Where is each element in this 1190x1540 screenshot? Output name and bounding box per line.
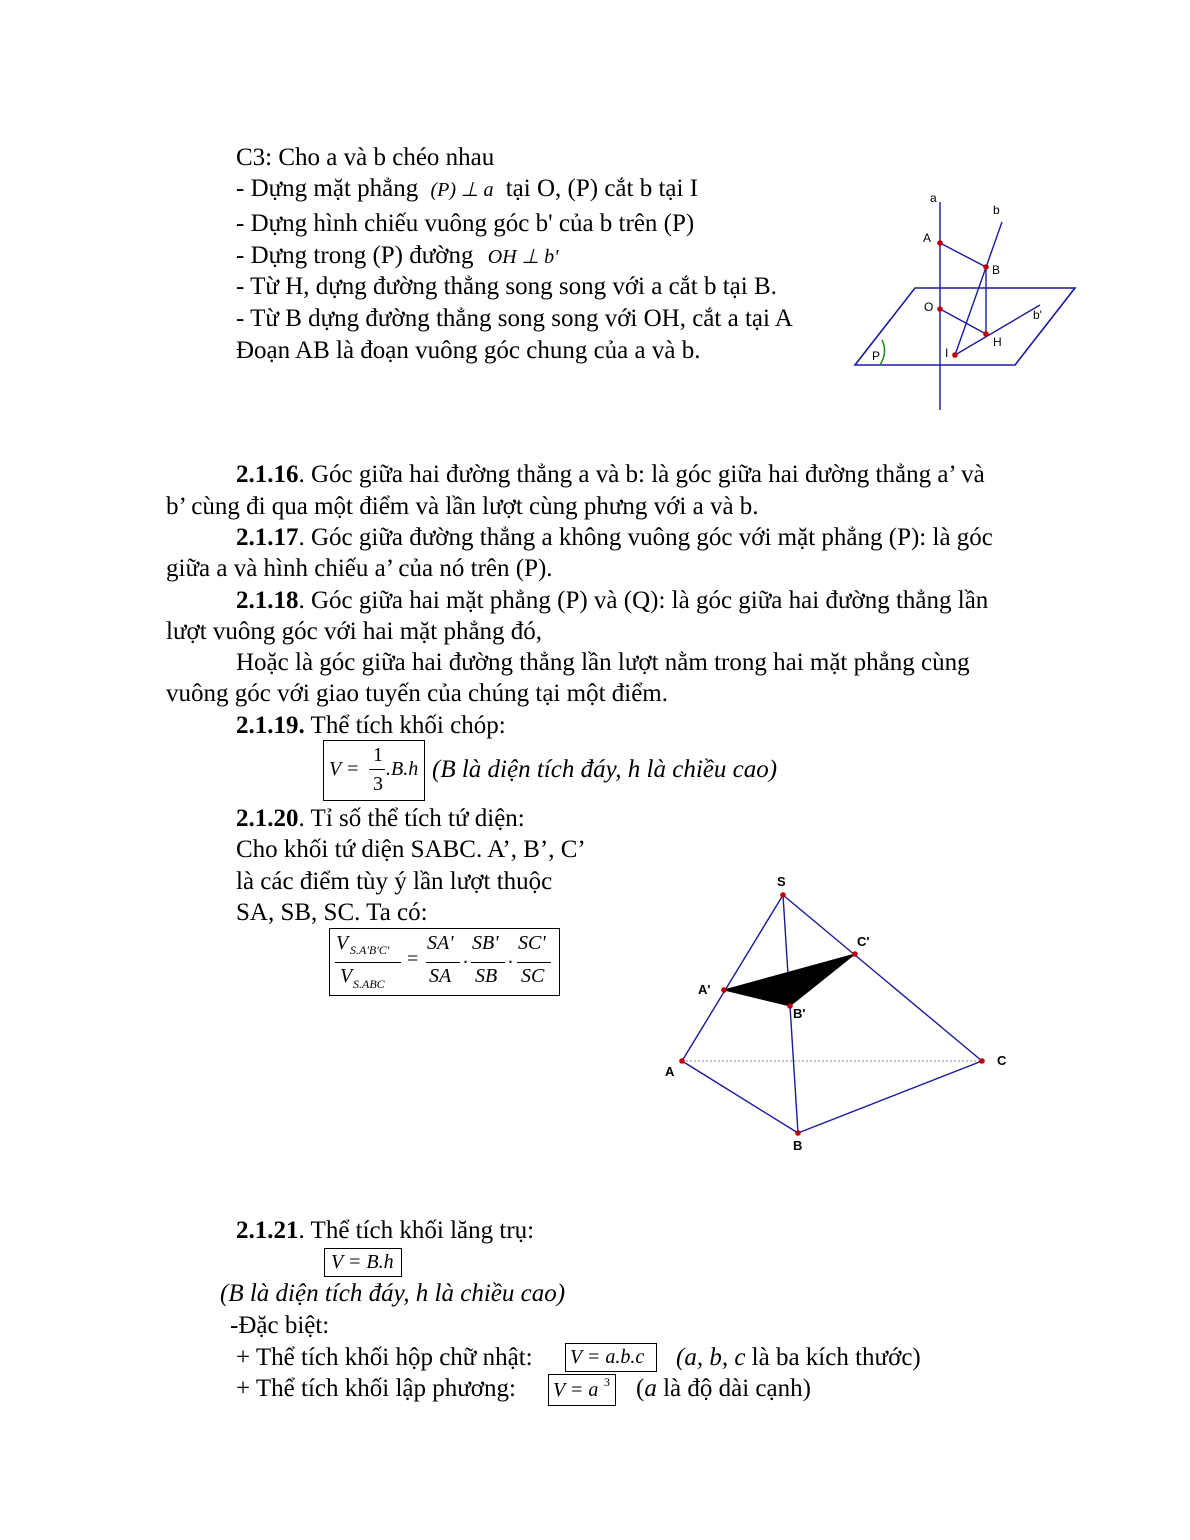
box-formula-text: V = a.b.c: [570, 1346, 645, 1368]
point-i: [952, 352, 958, 358]
section-2-1-20-number: 2.1.20: [236, 805, 299, 832]
section-2-1-21: [236, 1216, 534, 1246]
section-2-1-16-cont: b’ cùng đi qua một điểm và lần lượt cùng phưng với a và b.: [166, 493, 759, 520]
fraction-bar: [369, 769, 385, 770]
label-c: C: [997, 1053, 1007, 1068]
c3-step-3: [236, 241, 558, 272]
ratio-n2: SB': [472, 932, 499, 954]
box-volume-note: [676, 1343, 921, 1373]
point-c-prime: [852, 951, 858, 957]
ratio-d3: SC: [521, 965, 545, 987]
point-a: [937, 240, 943, 246]
section-2-1-20-line-4: SA, SB, SC. Ta có:: [236, 899, 428, 926]
label-b-prime: B': [793, 1006, 806, 1021]
section-2-1-16-number: 2.1.16: [236, 461, 299, 488]
segment-ab: [940, 243, 986, 267]
section-2-1-16: [236, 460, 985, 490]
point-h: [983, 331, 989, 337]
volume-ratio-formula: [329, 928, 560, 996]
point-a: [679, 1058, 685, 1064]
prism-volume-note: (B là diện tích đáy, h là chiều cao): [220, 1280, 566, 1307]
section-2-1-16-text: . Góc giữa hai đường thẳng a và b: là góc giữa hai đường thẳng a’ và: [298, 461, 985, 488]
ratio-n3: SC': [518, 932, 546, 954]
point-b: [795, 1130, 801, 1136]
section-triangle: [724, 954, 855, 1006]
section-2-1-18-alt-cont: vuông góc với giao tuyến của chúng tại một điểm.: [166, 680, 669, 707]
section-2-1-17-number: 2.1.17: [236, 524, 299, 551]
box-volume-formula: [565, 1343, 657, 1372]
label-a-line: a: [930, 191, 937, 205]
cube-note-open: (: [636, 1375, 645, 1402]
section-2-1-21-text: . Thể tích khối lăng trụ:: [298, 1217, 535, 1244]
section-2-1-21-number: 2.1.21: [236, 1217, 299, 1244]
point-s: [780, 892, 786, 898]
ratio-bar-2: [426, 962, 460, 963]
prism-formula-text: V = B.h: [331, 1251, 394, 1273]
c3-step-1-text-2: tại O, (P) cắt b tại I: [505, 175, 699, 202]
section-2-1-18-alt: Hoặc là góc giữa hai đường thẳng lần lượt nằm trong hai mặt phẳng cùng: [236, 649, 970, 676]
ratio-d1: SA: [429, 965, 452, 987]
section-2-1-17-text: . Góc giữa đường thẳng a không vuông góc với mặt phẳng (P): là góc: [298, 524, 993, 551]
c3-step-3-text: - Dựng trong (P) đường: [236, 242, 474, 269]
pyramid-volume-formula: [323, 740, 425, 801]
label-o: O: [924, 300, 934, 314]
label-i: I: [945, 346, 949, 360]
section-2-1-20-text: . Tỉ số thể tích tứ diện:: [298, 805, 525, 832]
label-b-prime: b': [1033, 308, 1042, 322]
label-a-point: A: [923, 231, 932, 245]
section-2-1-19-text: Thể tích khối chóp:: [304, 712, 506, 739]
label-h: H: [993, 335, 1002, 349]
ratio-n1: SA': [427, 932, 454, 954]
formula-lhs: V =: [329, 758, 360, 780]
special-heading: -Đặc biệt:: [230, 1312, 330, 1339]
cube-note-var: a: [644, 1375, 657, 1402]
ratio-d2: SB: [475, 965, 498, 987]
ratio-dot-1: .: [463, 946, 468, 968]
c3-step-4: - Từ H, dựng đường thẳng song song với a cắt b tại B.: [236, 273, 777, 300]
edge-bc: [798, 1061, 982, 1133]
ratio-v1: V: [336, 932, 349, 954]
section-2-1-18-number: 2.1.18: [236, 587, 299, 614]
section-2-1-17-cont: giữa a và hình chiếu a’ của nó trên (P).: [166, 555, 553, 582]
c3-step-1: [236, 174, 698, 205]
section-2-1-20-line-2: Cho khối tứ diện SABC. A’, B’, C’: [236, 836, 586, 863]
c3-step-1-math: (P) ⊥ a: [430, 179, 494, 201]
section-2-1-18-text: . Góc giữa hai mặt phẳng (P) và (Q): là góc giữa hai đường thẳng lần: [298, 587, 989, 614]
formula-rhs: .B.h: [386, 758, 419, 780]
segment-oh: [940, 309, 986, 334]
ratio-bar-3: [471, 962, 505, 963]
ratio-v2: V: [340, 965, 353, 987]
cube-formula-text: V = a: [553, 1379, 599, 1401]
box-note-rest: là ba kích thước): [745, 1344, 921, 1371]
ratio-dot-2: .: [508, 946, 513, 968]
cube-volume-line: + Thể tích khối lập phương:: [236, 1375, 516, 1402]
ratio-bar-1: [335, 962, 401, 963]
cube-note-rest: là độ dài cạnh): [656, 1375, 811, 1402]
point-c: [979, 1058, 985, 1064]
point-b: [983, 264, 989, 270]
c3-step-2: - Dựng hình chiếu vuông góc b' của b trên (P): [236, 210, 695, 237]
perpendicular-figure: [840, 180, 1090, 415]
section-2-1-19: [236, 711, 506, 741]
section-2-1-18: [236, 586, 988, 616]
c3-heading: C3: Cho a và b chéo nhau: [236, 144, 495, 171]
cube-volume-formula: [548, 1374, 616, 1406]
ratio-bar-4: [517, 962, 551, 963]
label-p: P: [872, 349, 881, 363]
c3-step-3-math: OH ⊥ b': [487, 246, 559, 268]
label-b-line: b: [993, 203, 1000, 217]
c3-step-5: - Từ B dựng đường thẳng song song với OH, cắt a tại A: [236, 305, 793, 332]
cube-formula-exponent: 3: [604, 1375, 610, 1389]
point-b-prime: [787, 1003, 793, 1009]
c3-conclusion: Đoạn AB là đoạn vuông góc chung của a và b.: [236, 337, 701, 364]
ratio-equals: =: [407, 948, 419, 970]
ratio-v2-sub: S.ABC: [353, 977, 385, 991]
ratio-v1-sub: S.A'B'C': [350, 943, 390, 957]
section-2-1-20: [236, 804, 525, 834]
label-a: A: [665, 1064, 675, 1079]
plane-angle-mark: [880, 340, 885, 365]
label-s: S: [777, 874, 786, 889]
formula-denominator: 3: [373, 773, 383, 795]
label-c-prime: C': [857, 934, 870, 949]
box-volume-line: + Thể tích khối hộp chữ nhật:: [236, 1344, 533, 1371]
c3-step-1-text: - Dựng mặt phẳng: [236, 175, 419, 202]
tetrahedron-figure: [650, 860, 1030, 1160]
point-a-prime: [721, 987, 727, 993]
formula-numerator: 1: [373, 744, 383, 766]
section-2-1-17: [236, 523, 993, 553]
prism-volume-formula: [324, 1248, 402, 1277]
point-o: [937, 306, 943, 312]
section-2-1-20-line-3: là các điểm tùy ý lần lượt thuộc: [236, 868, 553, 895]
label-a-prime: A': [698, 982, 711, 997]
edge-ab: [682, 1061, 798, 1133]
section-2-1-18-cont: lượt vuông góc với hai mặt phẳng đó,: [166, 618, 543, 645]
section-2-1-19-number: 2.1.19.: [236, 712, 305, 739]
pyramid-volume-note: (B là diện tích đáy, h là chiều cao): [432, 756, 778, 783]
box-note-vars: (a, b, c: [676, 1344, 746, 1371]
label-b: B: [793, 1138, 803, 1153]
cube-volume-note: [636, 1374, 811, 1404]
label-b-point: B: [992, 263, 1001, 277]
